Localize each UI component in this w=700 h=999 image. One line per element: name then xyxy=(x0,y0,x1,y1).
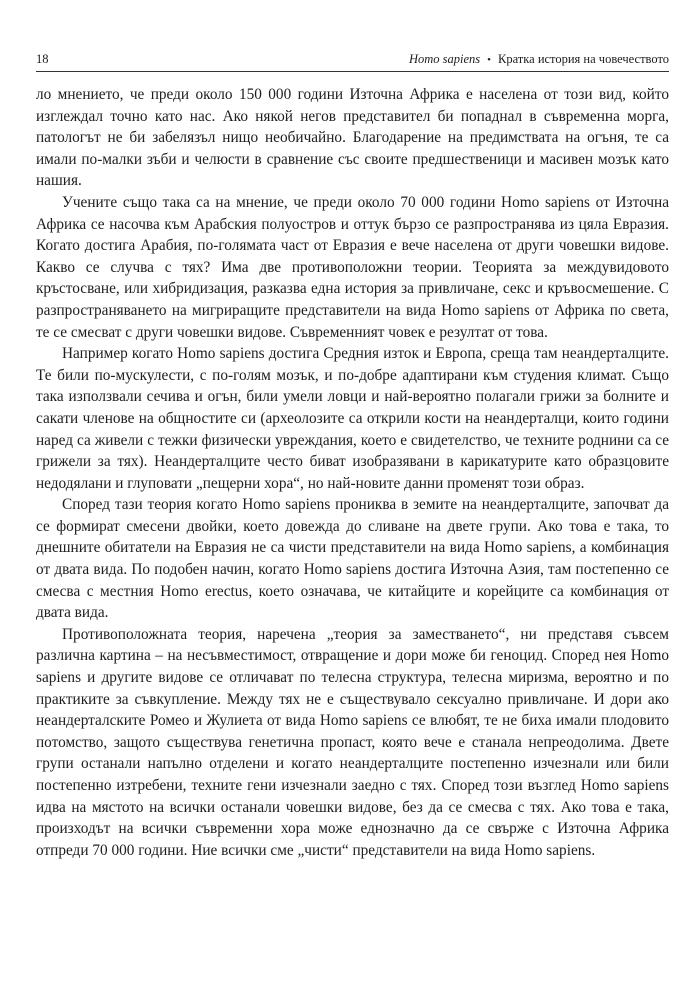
paragraph: Учените също така са на мнение, че преди около 70 000 години Homo sapiens от Източна Африка се насочва към Арабския полуостров и оттук бързо се разпространява из цяла Евразия. Когато достига Арабия, по-голямата част от Евразия е вече населена от други човешки видове. Какво се случва с тях? Има две противоположни теории. Теорията за междувидовото кръстосване, или хибридизация, разказва една история за привличане, секс и кръвосмешение. С разпространяването на мигриращите представители на вида Homo sapiens от Африка по света, те се смесват с други човешки видове. Съвременният човек е резултат от това. xyxy=(36,193,669,341)
page-number: 18 xyxy=(36,52,49,66)
running-head-book-title: Homo sapiens xyxy=(408,52,481,66)
running-head xyxy=(409,51,669,68)
running-head-separator: • xyxy=(487,54,491,66)
paragraph: Според тази теория когато Homo sapiens прониква в земите на неандерталците, започват да се формират смесени двойки, което довежда до сливане на двете групи. Ако това е така, то днешните обитатели на Евразия не са чисти представители на вида Homo sapiens, а комбинация от двата вида. По подобен начин, когато Homo sapiens достига Източна Азия, там постепенно се смесва с местния Homo erectus, което означава, че китайците и корейците са комбинация от двата вида. xyxy=(36,496,669,622)
paragraph: Например когато Homo sapiens достига Средния изток и Европа, среща там неандерталците. Те били по-мускулести, с по-голям мозък, и по-добре адаптирани към студения климат. Също така използвали сечива и огън, били умели ловци и най-вероятно полагали грижи за болните и сакати членове на общностите си (археолозите са открили кости на неандерталци, които години наред са живели с тежки физически увреждания, което е свидетелство, че техните роднини са се грижели за тях). Неандерталците често биват изобразявани в карикатурите като образцовите недодялани и глуповати „пещерни хора“, но най-новите данни променят този образ. xyxy=(36,345,669,492)
header-rule xyxy=(36,71,669,72)
paragraph-continued: ло мнението, че преди около 150 000 години Източна Африка е населена от този вид, който изглеждал точно като нас. Ако някой негов представител би попаднал в съвременна морга, патологът не би забелязъл нищо необичайно. Благодарение на предимствата на огъня, те са имали по-малки зъби и челюсти в сравнение със своите предшественици и масивен мозък като нашия. xyxy=(36,86,669,190)
paragraph: Противоположната теория, наречена „теория за заместването“, ни представя съвсем различна картина – на несъвместимост, отвращение и дори може би геноцид. Според нея Homo sapiens и другите видове се отличават по телесна структура, телесна миризма, вероятно и по практиките за съвкупление. Между тях не е съществувало сексуално привличане. И дори ако неандерталските Ромео и Жулиета от вида Homo sapiens се влюбят, те не биха имали плодовито потомство, защото съществува генетична пропаст, която вече е станала непреодолима. Двете групи останали напълно отделени и когато неандерталците постепенно изчезнали или били постепенно изтребени, техните гени изчезнали заедно с тях. Според този възглед Homo sapiens идва на мястото на всички останали човешки видове, без да се смесва с тях. Ако това е така, произходът на всички съвременни хора може еднозначно да се свърже с Източна Африка отпреди 70 000 години. Ние всички сме „чисти“ представители на вида Homo sapiens. xyxy=(36,625,669,859)
body-text xyxy=(36,84,669,861)
page-header xyxy=(36,51,669,67)
running-head-subtitle: Кратка история на човечеството xyxy=(497,52,669,66)
